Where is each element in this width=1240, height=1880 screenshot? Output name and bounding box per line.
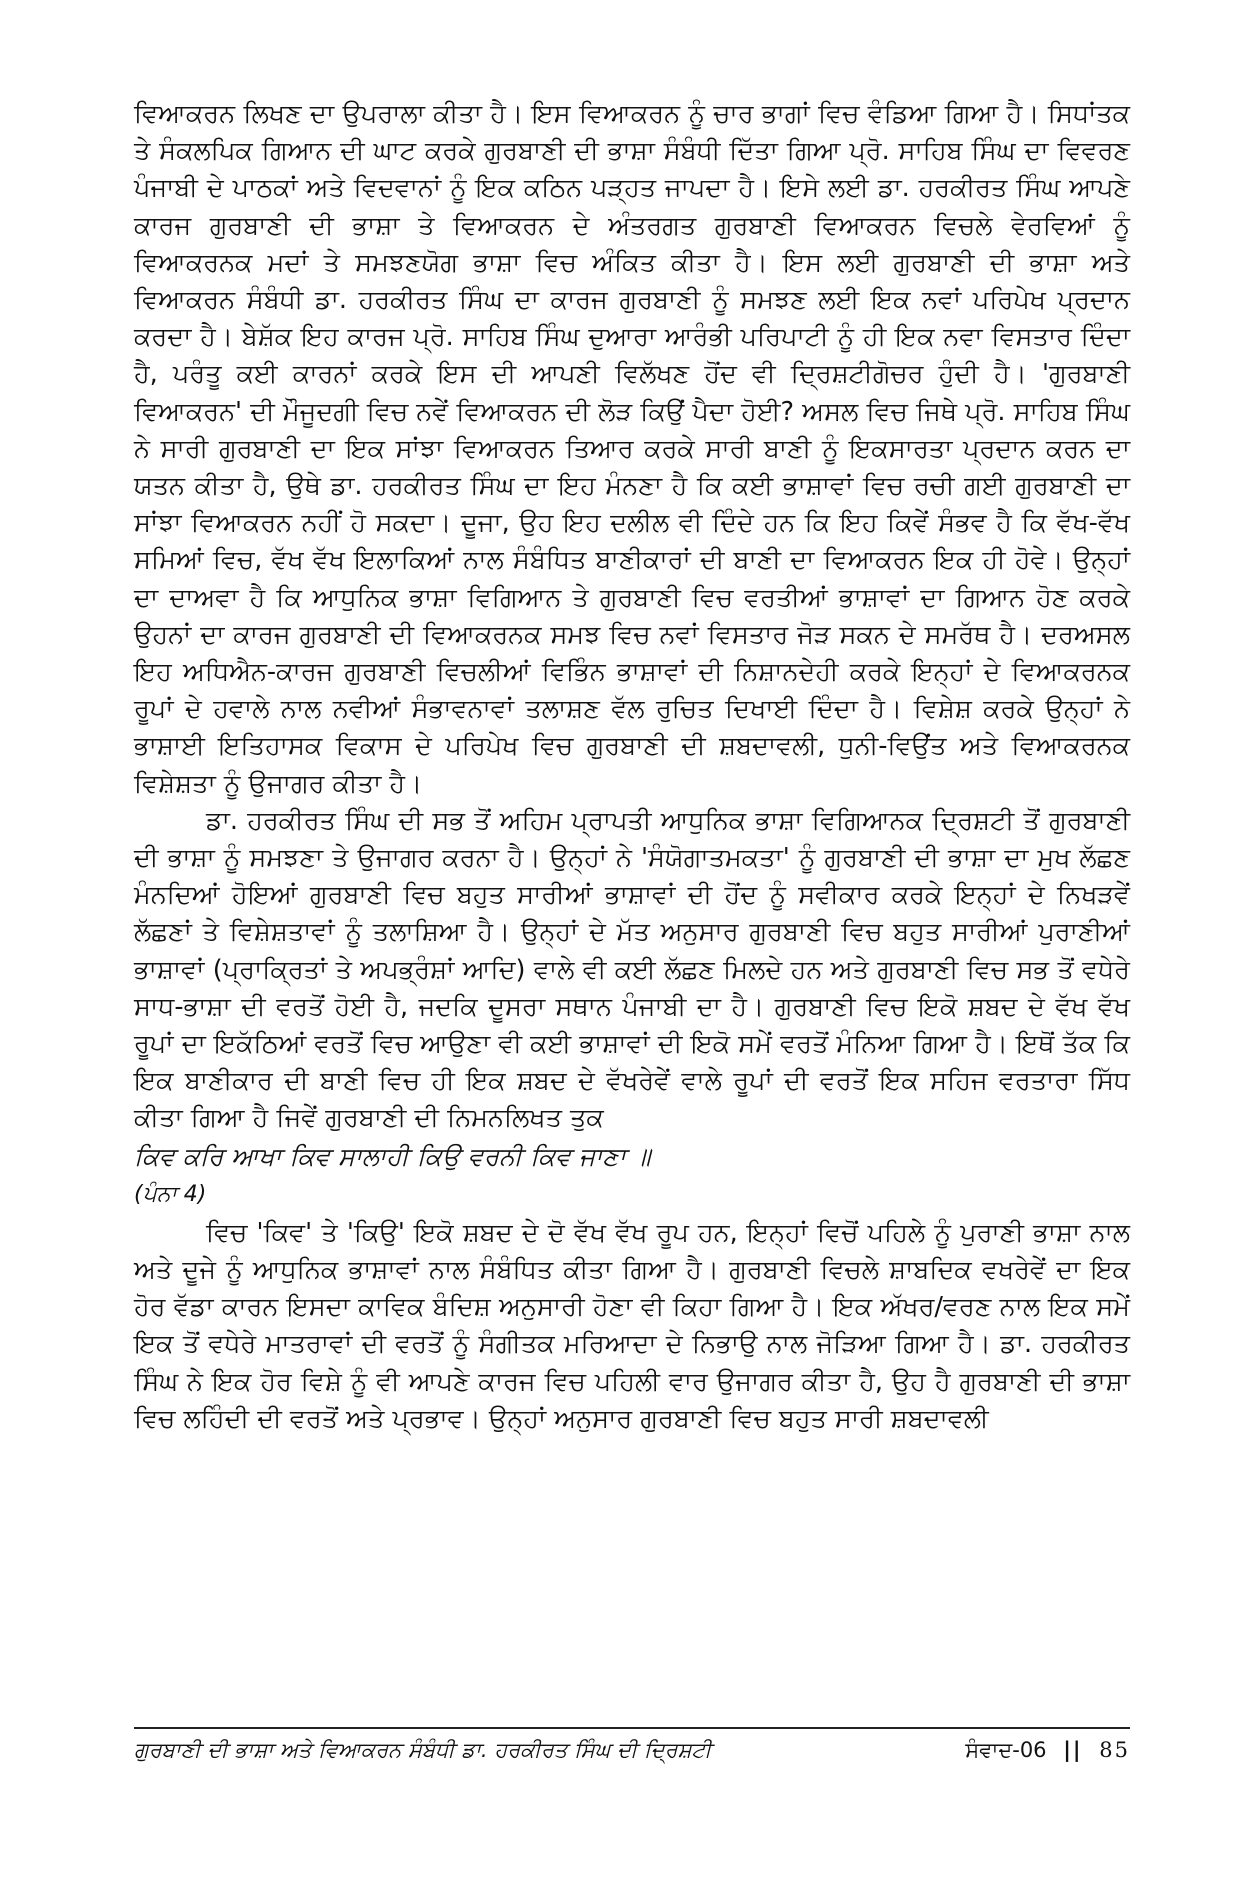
- footer-separator: ||: [1063, 1738, 1083, 1762]
- page-footer: [134, 1736, 1130, 1776]
- page-number: 85: [1099, 1738, 1130, 1762]
- footer-journal-info: [965, 1738, 1130, 1763]
- journal-name: ਸੰਵਾਦ-06: [965, 1738, 1047, 1762]
- footer-divider: [134, 1727, 1130, 1729]
- running-title: ਗੁਰਬਾਣੀ ਦੀ ਭਾਸ਼ਾ ਅਤੇ ਵਿਆਕਰਨ ਸੰਬੰਧੀ ਡਾ. ਹਰਕੀਰਤ ਸਿੰਘ ਦੀ ਦ੍ਰਿਸ਼ਟੀ: [134, 1738, 712, 1762]
- gurbani-verse: ਕਿਵ ਕਰਿ ਆਖਾ ਕਿਵ ਸਾਲਾਹੀ ਕਿਉ ਵਰਨੀ ਕਿਵ ਜਾਣਾ ॥: [134, 1141, 651, 1171]
- verse-page-reference: (ਪੰਨਾ 4): [134, 1181, 207, 1207]
- paragraph-1: ਵਿਆਕਰਨ ਲਿਖਣ ਦਾ ਉਪਰਾਲਾ ਕੀਤਾ ਹੈ। ਇਸ ਵਿਆਕਰਨ ਨੂੰ ਚਾਰ ਭਾਗਾਂ ਵਿਚ ਵੰਡਿਆ ਗਿਆ ਹੈ। ਸਿਧਾਂਤਕ ਤੇ ਸੰਕਲਪਿਕ ਗਿਆਨ ਦੀ ਘਾਟ ਕਰਕੇ ਗੁਰਬਾਣੀ ਦੀ ਭਾਸ਼ਾ ਸੰਬੰਧੀ ਦਿੱਤਾ ਗਿਆ ਪ੍ਰੋ. ਸਾਹਿਬ ਸਿੰਘ ਦਾ ਵਿਵਰਣ ਪੰਜਾਬੀ ਦੇ ਪਾਠਕਾਂ ਅਤੇ ਵਿਦਵਾਨਾਂ ਨੂੰ ਇਕ ਕਠਿਨ ਪੜ੍ਹਤ ਜਾਪਦਾ ਹੈ। ਇਸੇ ਲਈ ਡਾ. ਹਰਕੀਰਤ ਸਿੰਘ ਆਪਣੇ ਕਾਰਜ ਗੁਰਬਾਣੀ ਦੀ ਭਾਸ਼ਾ ਤੇ ਵਿਆਕਰਨ ਦੇ ਅੰਤਰਗਤ ਗੁਰਬਾਣੀ ਵਿਆਕਰਨ ਵਿਚਲੇ ਵੇਰਵਿਆਂ ਨੂੰ ਵਿਆਕਰਨਕ ਮਦਾਂ ਤੇ ਸਮਝਣਯੋਗ ਭਾਸ਼ਾ ਵਿਚ ਅੰਕਿਤ ਕੀਤਾ ਹੈ। ਇਸ ਲਈ ਗੁਰਬਾਣੀ ਦੀ ਭਾਸ਼ਾ ਅਤੇ ਵਿਆਕਰਨ ਸੰਬੰਧੀ ਡਾ. ਹਰਕੀਰਤ ਸਿੰਘ ਦਾ ਕਾਰਜ ਗੁਰਬਾਣੀ ਨੂੰ ਸਮਝਣ ਲਈ ਇਕ ਨਵਾਂ ਪਰਿਪੇਖ ਪ੍ਰਦਾਨ ਕਰਦਾ ਹੈ। ਬੇਸ਼ੱਕ ਇਹ ਕਾਰਜ ਪ੍ਰੋ. ਸਾਹਿਬ ਸਿੰਘ ਦੁਆਰਾ ਆਰੰਭੀ ਪਰਿਪਾਟੀ ਨੂੰ ਹੀ ਇਕ ਨਵਾ ਵਿਸਤਾਰ ਦਿੰਦਾ ਹੈ, ਪਰੰਤੂ ਕਈ ਕਾਰਨਾਂ ਕਰਕੇ ਇਸ ਦੀ ਆਪਣੀ ਵਿਲੱਖਣ ਹੋਂਦ ਵੀ ਦ੍ਰਿਸ਼ਟੀਗੋਚਰ ਹੁੰਦੀ ਹੈ। 'ਗੁਰਬਾਣੀ ਵਿਆਕਰਨ' ਦੀ ਮੌਜੂਦਗੀ ਵਿਚ ਨਵੇਂ ਵਿਆਕਰਨ ਦੀ ਲੋੜ ਕਿਉਂ ਪੈਦਾ ਹੋਈ? ਅਸਲ ਵਿਚ ਜਿਥੇ ਪ੍ਰੋ. ਸਾਹਿਬ ਸਿੰਘ ਨੇ ਸਾਰੀ ਗੁਰਬਾਣੀ ਦਾ ਇਕ ਸਾਂਝਾ ਵਿਆਕਰਨ ਤਿਆਰ ਕਰਕੇ ਸਾਰੀ ਬਾਣੀ ਨੂੰ ਇਕਸਾਰਤਾ ਪ੍ਰਦਾਨ ਕਰਨ ਦਾ ਯਤਨ ਕੀਤਾ ਹੈ, ਉਥੇ ਡਾ. ਹਰਕੀਰਤ ਸਿੰਘ ਦਾ ਇਹ ਮੰਨਣਾ ਹੈ ਕਿ ਕਈ ਭਾਸ਼ਾਵਾਂ ਵਿਚ ਰਚੀ ਗਈ ਗੁਰਬਾਣੀ ਦਾ ਸਾਂਝਾ ਵਿਆਕਰਨ ਨਹੀਂ ਹੋ ਸਕਦਾ। ਦੂਜਾ, ਉਹ ਇਹ ਦਲੀਲ ਵੀ ਦਿੰਦੇ ਹਨ ਕਿ ਇਹ ਕਿਵੇਂ ਸੰਭਵ ਹੈ ਕਿ ਵੱਖ-ਵੱਖ ਸਮਿਆਂ ਵਿਚ, ਵੱਖ ਵੱਖ ਇਲਾਕਿਆਂ ਨਾਲ ਸੰਬੰਧਿਤ ਬਾਣੀਕਾਰਾਂ ਦੀ ਬਾਣੀ ਦਾ ਵਿਆਕਰਨ ਇਕ ਹੀ ਹੋਵੇ। ਉਨ੍ਹਾਂ ਦਾ ਦਾਅਵਾ ਹੈ ਕਿ ਆਧੁਨਿਕ ਭਾਸ਼ਾ ਵਿਗਿਆਨ ਤੇ ਗੁਰਬਾਣੀ ਵਿਚ ਵਰਤੀਆਂ ਭਾਸ਼ਾਵਾਂ ਦਾ ਗਿਆਨ ਹੋਣ ਕਰਕੇ ਉਹਨਾਂ ਦਾ ਕਾਰਜ ਗੁਰਬਾਣੀ ਦੀ ਵਿਆਕਰਨਕ ਸਮਝ ਵਿਚ ਨਵਾਂ ਵਿਸਤਾਰ ਜੋੜ ਸਕਨ ਦੇ ਸਮਰੱਥ ਹੈ। ਦਰਅਸਲ ਇਹ ਅਧਿਐਨ-ਕਾਰਜ ਗੁਰਬਾਣੀ ਵਿਚਲੀਆਂ ਵਿਭਿੰਨ ਭਾਸ਼ਾਵਾਂ ਦੀ ਨਿਸ਼ਾਨਦੇਹੀ ਕਰਕੇ ਇਨ੍ਹਾਂ ਦੇ ਵਿਆਕਰਨਕ ਰੂਪਾਂ ਦੇ ਹਵਾਲੇ ਨਾਲ ਨਵੀਆਂ ਸੰਭਾਵਨਾਵਾਂ ਤਲਾਸ਼ਣ ਵੱਲ ਰੁਚਿਤ ਦਿਖਾਈ ਦਿੰਦਾ ਹੈ। ਵਿਸ਼ੇਸ਼ ਕਰਕੇ ਉਨ੍ਹਾਂ ਨੇ ਭਾਸ਼ਾਈ ਇਤਿਹਾਸਕ ਵਿਕਾਸ ਦੇ ਪਰਿਪੇਖ ਵਿਚ ਗੁਰਬਾਣੀ ਦੀ ਸ਼ਬਦਾਵਲੀ, ਧੁਨੀ-ਵਿਉਂਤ ਅਤੇ ਵਿਆਕਰਨਕ ਵਿਸ਼ੇਸ਼ਤਾ ਨੂੰ ਉਜਾਗਰ ਕੀਤਾ ਹੈ।: [134, 99, 1130, 799]
- paragraph-2: ਡਾ. ਹਰਕੀਰਤ ਸਿੰਘ ਦੀ ਸਭ ਤੋਂ ਅਹਿਮ ਪ੍ਰਾਪਤੀ ਆਧੁਨਿਕ ਭਾਸ਼ਾ ਵਿਗਿਆਨਕ ਦ੍ਰਿਸ਼ਟੀ ਤੋਂ ਗੁਰਬਾਣੀ ਦੀ ਭਾਸ਼ਾ ਨੂੰ ਸਮਝਣਾ ਤੇ ਉਜਾਗਰ ਕਰਨਾ ਹੈ। ਉਨ੍ਹਾਂ ਨੇ 'ਸੰਯੋਗਾਤਮਕਤਾ' ਨੂੰ ਗੁਰਬਾਣੀ ਦੀ ਭਾਸ਼ਾ ਦਾ ਮੁਖ ਲੱਛਣ ਮੰਨਦਿਆਂ ਹੋਇਆਂ ਗੁਰਬਾਣੀ ਵਿਚ ਬਹੁਤ ਸਾਰੀਆਂ ਭਾਸ਼ਾਵਾਂ ਦੀ ਹੋਂਦ ਨੂੰ ਸਵੀਕਾਰ ਕਰਕੇ ਇਨ੍ਹਾਂ ਦੇ ਨਿਖੜਵੇਂ ਲੱਛਣਾਂ ਤੇ ਵਿਸ਼ੇਸ਼ਤਾਵਾਂ ਨੂੰ ਤਲਾਸ਼ਿਆ ਹੈ। ਉਨ੍ਹਾਂ ਦੇ ਮੱਤ ਅਨੁਸਾਰ ਗੁਰਬਾਣੀ ਵਿਚ ਬਹੁਤ ਸਾਰੀਆਂ ਪੁਰਾਣੀਆਂ ਭਾਸ਼ਾਵਾਂ (ਪ੍ਰਾਕ੍ਰਿਤਾਂ ਤੇ ਅਪਭ੍ਰੰਸ਼ਾਂ ਆਦਿ) ਵਾਲੇ ਵੀ ਕਈ ਲੱਛਣ ਮਿਲਦੇ ਹਨ ਅਤੇ ਗੁਰਬਾਣੀ ਵਿਚ ਸਭ ਤੋਂ ਵਧੇਰੇ ਸਾਧ-ਭਾਸ਼ਾ ਦੀ ਵਰਤੋਂ ਹੋਈ ਹੈ, ਜਦਕਿ ਦੂਸਰਾ ਸਥਾਨ ਪੰਜਾਬੀ ਦਾ ਹੈ। ਗੁਰਬਾਣੀ ਵਿਚ ਇਕੋ ਸ਼ਬਦ ਦੇ ਵੱਖ ਵੱਖ ਰੂਪਾਂ ਦਾ ਇਕੱਠਿਆਂ ਵਰਤੋਂ ਵਿਚ ਆਉਣਾ ਵੀ ਕਈ ਭਾਸ਼ਾਵਾਂ ਦੀ ਇਕੋ ਸਮੇਂ ਵਰਤੋਂ ਮੰਨਿਆ ਗਿਆ ਹੈ। ਇਥੋਂ ਤੱਕ ਕਿ ਇਕ ਬਾਣੀਕਾਰ ਦੀ ਬਾਣੀ ਵਿਚ ਹੀ ਇਕ ਸ਼ਬਦ ਦੇ ਵੱਖਰੇਵੇਂ ਵਾਲੇ ਰੂਪਾਂ ਦੀ ਵਰਤੋਂ ਇਕ ਸਹਿਜ ਵਰਤਾਰਾ ਸਿੱਧ ਕੀਤਾ ਗਿਆ ਹੈ ਜਿਵੇਂ ਗੁਰਬਾਣੀ ਦੀ ਨਿਮਨਲਿਖਤ ਤੁਕ: [134, 805, 1130, 1134]
- paragraph-3: ਵਿਚ 'ਕਿਵ' ਤੇ 'ਕਿਉ' ਇਕੋ ਸ਼ਬਦ ਦੇ ਦੋ ਵੱਖ ਵੱਖ ਰੂਪ ਹਨ, ਇਨ੍ਹਾਂ ਵਿਚੋਂ ਪਹਿਲੇ ਨੂੰ ਪੁਰਾਣੀ ਭਾਸ਼ਾ ਨਾਲ ਅਤੇ ਦੂਜੇ ਨੂੰ ਆਧੁਨਿਕ ਭਾਸ਼ਾਵਾਂ ਨਾਲ ਸੰਬੰਧਿਤ ਕੀਤਾ ਗਿਆ ਹੈ। ਗੁਰਬਾਣੀ ਵਿਚਲੇ ਸ਼ਾਬਦਿਕ ਵਖਰੇਵੇਂ ਦਾ ਇਕ ਹੋਰ ਵੱਡਾ ਕਾਰਨ ਇਸਦਾ ਕਾਵਿਕ ਬੰਦਿਸ਼ ਅਨੁਸਾਰੀ ਹੋਣਾ ਵੀ ਕਿਹਾ ਗਿਆ ਹੈ। ਇਕ ਅੱਖਰ/ਵਰਣ ਨਾਲ ਇਕ ਸਮੇਂ ਇਕ ਤੋਂ ਵਧੇਰੇ ਮਾਤਰਾਵਾਂ ਦੀ ਵਰਤੋਂ ਨੂੰ ਸੰਗੀਤਕ ਮਰਿਆਦਾ ਦੇ ਨਿਭਾਉ ਨਾਲ ਜੋੜਿਆ ਗਿਆ ਹੈ। ਡਾ. ਹਰਕੀਰਤ ਸਿੰਘ ਨੇ ਇਕ ਹੋਰ ਵਿਸ਼ੇ ਨੂੰ ਵੀ ਆਪਣੇ ਕਾਰਜ ਵਿਚ ਪਹਿਲੀ ਵਾਰ ਉਜਾਗਰ ਕੀਤਾ ਹੈ, ਉਹ ਹੈ ਗੁਰਬਾਣੀ ਦੀ ਭਾਸ਼ਾ ਵਿਚ ਲਹਿੰਦੀ ਦੀ ਵਰਤੋਂ ਅਤੇ ਪ੍ਰਭਾਵ। ਉਨ੍ਹਾਂ ਅਨੁਸਾਰ ਗੁਰਬਾਣੀ ਵਿਚ ਬਹੁਤ ਸਾਰੀ ਸ਼ਬਦਾਵਲੀ: [134, 1217, 1130, 1434]
- body-text: [134, 96, 1130, 1438]
